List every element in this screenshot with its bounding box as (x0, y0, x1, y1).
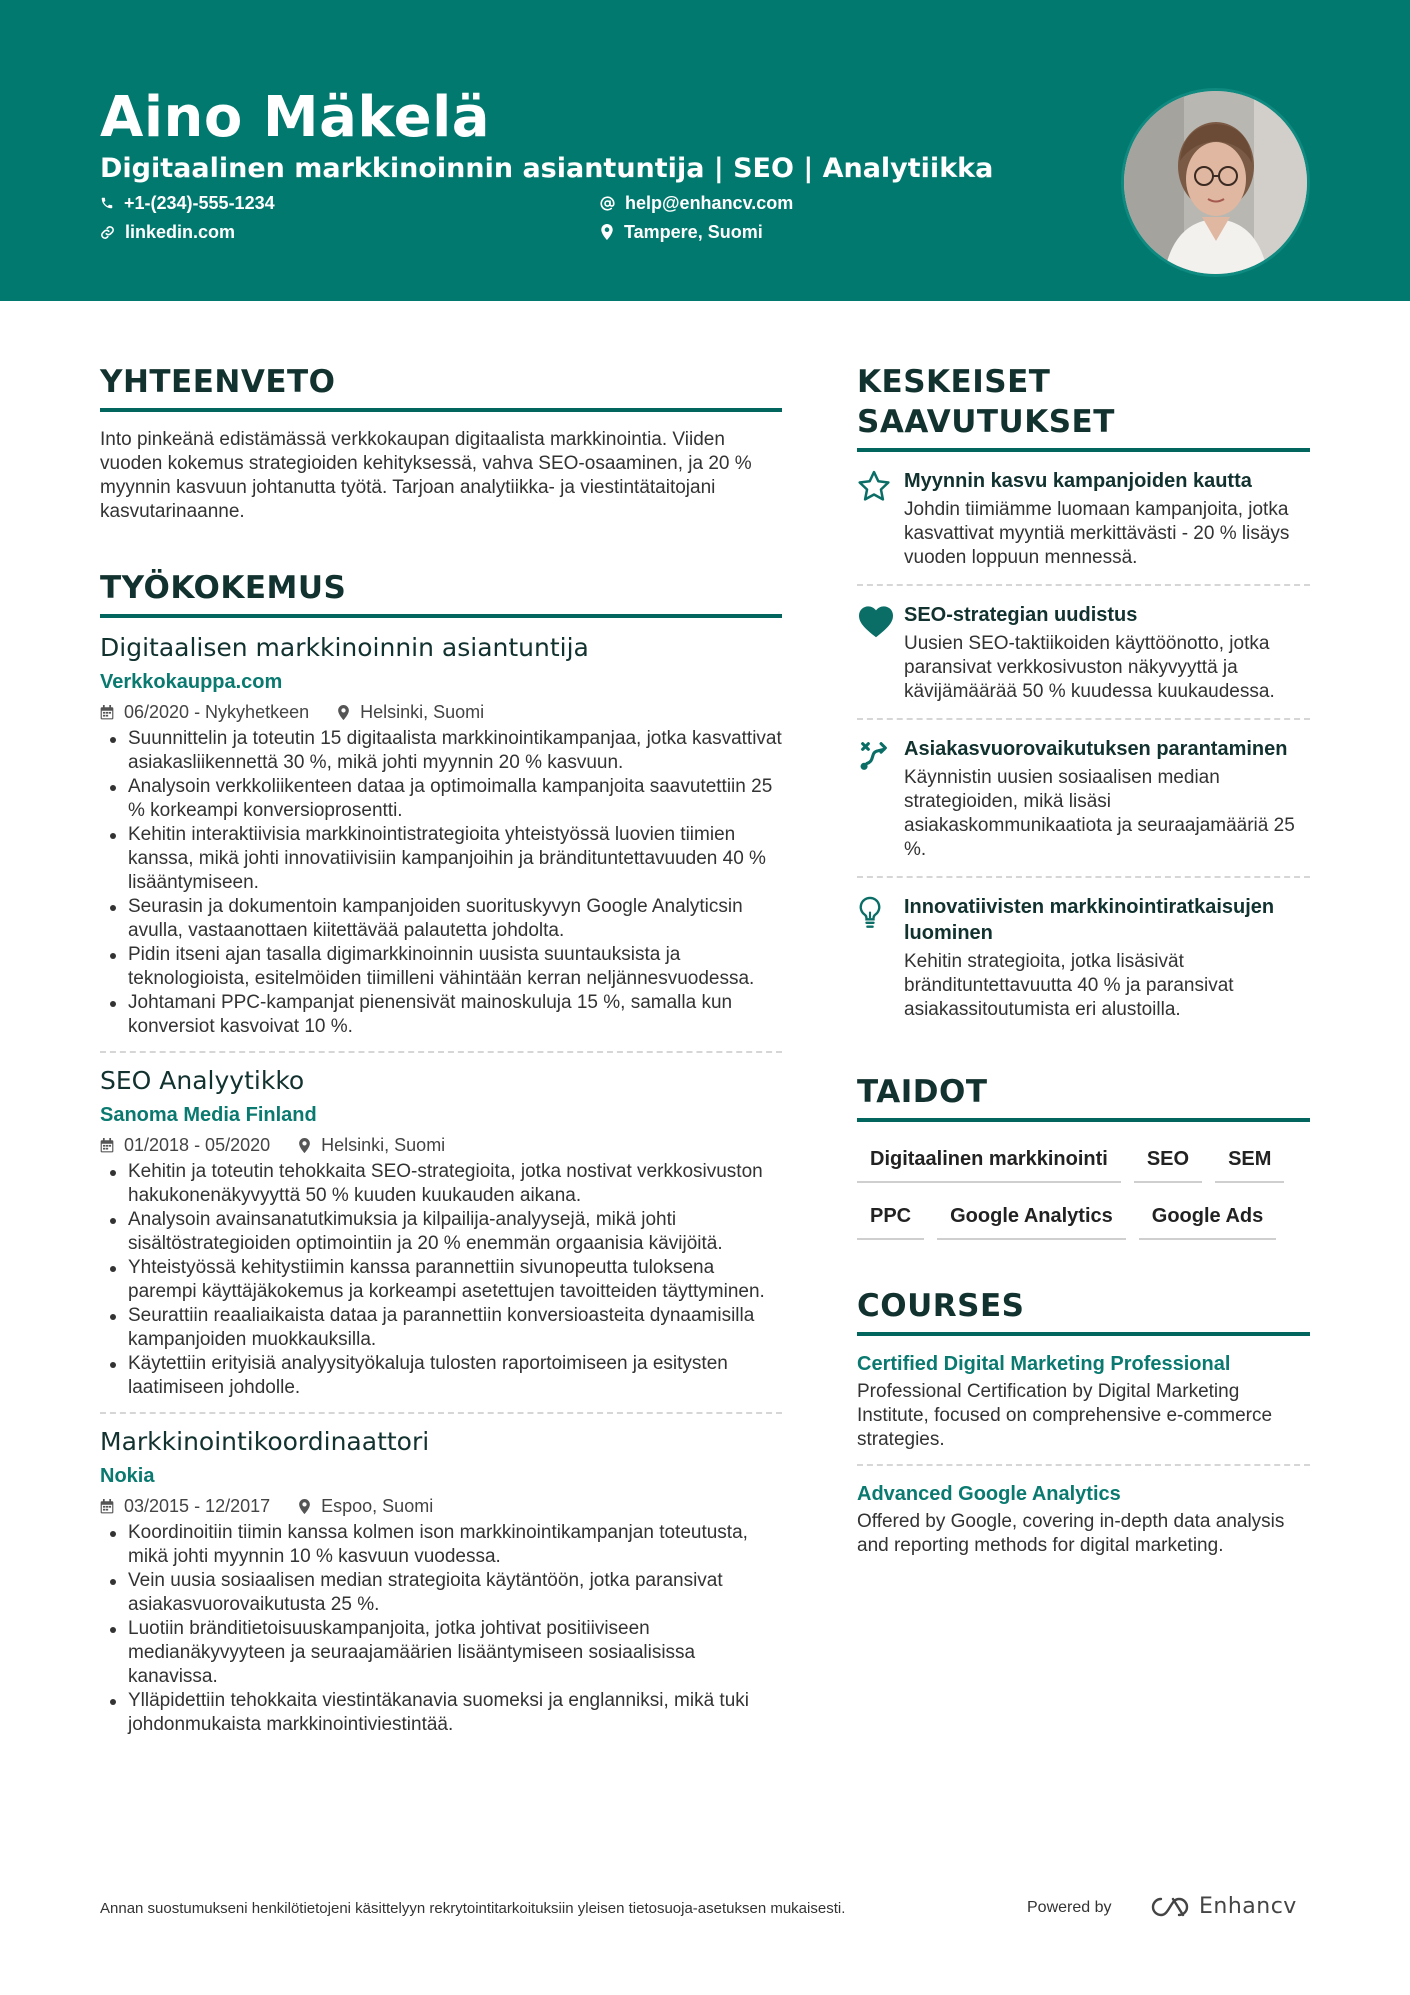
divider (857, 1464, 1310, 1466)
summary-text: Into pinkeänä edistämässä verkkokaupan digitaalista markkinointia. Viiden vuoden kokemus strategioiden kehityksessä, vahva SEO-osaaminen, ja 20 % myynnin kasvuun johtanutta työtä. Tarjoan analytiikka- ja viestintätaitojani kasvutarinaanne. (100, 429, 752, 522)
job-location-text: Helsinki, Suomi (321, 1135, 446, 1155)
route-icon (857, 738, 891, 772)
linkedin-text: linkedin.com (125, 222, 236, 242)
job-meta (100, 699, 782, 725)
heart-icon (857, 604, 895, 638)
achievement-body (904, 736, 1310, 862)
bullet-item: Kehitin interaktiivisia markkinointistrategioita yhteistyössä luovien tiimien kanssa, mikä johti innovatiivisiin kampanjoihin ja brändituntettavuuden 40 % lisääntymiseen. (100, 823, 782, 895)
location-pin-icon (298, 1499, 311, 1514)
achievement-icon-wrap (857, 602, 904, 704)
bullet-item: Johtamani PPC-kampanjat pienensivät mainoskuluja 15 %, samalla kun konversiot kasvoivat 10 %. (100, 991, 782, 1039)
right-column (857, 362, 1310, 1558)
achievement-desc: Kehitin strategioita, jotka lisäsivät brändituntettavuutta 40 % ja paransivat asiakassitoutumista eri alustoilla. (904, 951, 1234, 1020)
divider (857, 718, 1310, 720)
course-item (857, 1350, 1310, 1452)
bullet-item: Yhteistyössä kehitystiimin kanssa parannettiin sivunopeutta tuloksena parempi käyttäjäkokemus ja korkeampi asetettujen tavoitteiden täyttyminen. (100, 1256, 782, 1304)
phone-icon (100, 196, 114, 210)
skill-tag: SEO (1134, 1136, 1202, 1183)
email-text: help@enhancv.com (625, 193, 794, 213)
job-location-text: Helsinki, Suomi (360, 702, 485, 722)
job-entry (100, 1065, 782, 1400)
achievement-icon-wrap (857, 468, 904, 570)
job-bullets (100, 727, 782, 1039)
bullet-item: Pidin itseni ajan tasalla digimarkkinoinnin uusista suuntauksista ja teknologioista, esitelmöiden tiimilleni vähintään kerran neljännesvuodessa. (100, 943, 782, 991)
job-dates-text: 06/2020 - Nykyhetkeen (124, 702, 310, 722)
resume-header (0, 0, 1410, 301)
achievement-desc: Uusien SEO-taktiikoiden käyttöönotto, jotka paransivat verkkosivuston näkyvyyttä ja kävijämäärää 50 % kuudessa kuukaudessa. (904, 633, 1275, 702)
job-bullets (100, 1160, 782, 1400)
job-dates (100, 699, 309, 725)
skill-tag: Google Ads (1139, 1193, 1276, 1240)
calendar-icon (100, 1499, 114, 1514)
achievement-item (857, 602, 1310, 704)
achievement-icon-wrap (857, 736, 904, 862)
skill-tag: Google Analytics (937, 1193, 1126, 1240)
left-column (100, 362, 782, 1737)
divider (100, 1051, 782, 1053)
course-desc: Offered by Google, covering in-depth data analysis and reporting methods for digital marketing. (857, 1511, 1285, 1556)
achievement-icon-wrap (857, 894, 904, 1022)
divider (100, 1412, 782, 1414)
star-icon (857, 470, 891, 502)
achievement-item (857, 736, 1310, 862)
achievement-title: SEO-strategian uudistus (904, 604, 1138, 626)
location-pin-icon (337, 705, 350, 720)
link-icon (100, 225, 115, 240)
bullet-item: Käytettiin erityisiä analyysityökaluja tulosten raportoimiseen ja esitysten laatimiseen johdolle. (100, 1352, 782, 1400)
job-location (298, 1132, 445, 1158)
contact-linkedin[interactable] (100, 219, 235, 245)
job-dates (100, 1493, 270, 1519)
bullet-item: Ylläpidettiin tehokkaita viestintäkanavia suomeksi ja englanniksi, mikä tuki johdonmukaista markkinointiviestintää. (100, 1689, 782, 1737)
bullet-item: Suunnittelin ja toteutin 15 digitaalista markkinointikampanjaa, jotka kasvattivat asiakasliikennettä 30 %, mikä johti myynnin 20 % kasvuun. (100, 727, 782, 775)
skill-tag: SEM (1215, 1136, 1284, 1183)
bullet-item: Analysoin avainsanatutkimuksia ja kilpailija-analyysejä, mikä johti sisältöstrategioiden optimointiin ja 20 % enemmän orgaanisia kävijöitä. (100, 1208, 782, 1256)
bullet-item: Seurasin ja dokumentoin kampanjoiden suorituskyvyn Google Analyticsin avulla, vastaanottaen kiitettävää palautetta johdolta. (100, 895, 782, 943)
job-dates-text: 01/2018 - 05/2020 (124, 1135, 271, 1155)
course-title: Advanced Google Analytics (857, 1483, 1121, 1505)
job-title: Digitaalisen markkinoinnin asiantuntija (100, 633, 589, 662)
calendar-icon (100, 705, 114, 720)
job-title: Markkinointikoordinaattori (100, 1427, 430, 1456)
course-item (857, 1480, 1310, 1558)
bullet-item: Koordinoitiin tiimin kanssa kolmen ison markkinointikampanjan toteutusta, mikä johti myynnin 10 % kasvuun vuodessa. (100, 1521, 782, 1569)
bullet-item: Vein uusia sosiaalisen median strategioita käytäntöön, jotka paransivat asiakasvuorovaikutusta 25 %. (100, 1569, 782, 1617)
skills-heading: TAIDOT (857, 1072, 1310, 1122)
achievement-body (904, 468, 1310, 570)
job-company: Sanoma Media Finland (100, 1104, 317, 1126)
course-desc: Professional Certification by Digital Marketing Institute, focused on comprehensive e-commerce strategies. (857, 1381, 1273, 1450)
divider (857, 876, 1310, 878)
job-location (337, 699, 484, 725)
achievement-title: Myynnin kasvu kampanjoiden kautta (904, 470, 1252, 492)
bullet-item: Analysoin verkkoliikenteen dataa ja optimoimalla kampanjoita saavutettiin 25 % korkeampi konversioprosentti. (100, 775, 782, 823)
achievement-item (857, 894, 1310, 1022)
experience-heading: TYÖKOKEMUS (100, 568, 782, 618)
divider (857, 584, 1310, 586)
bullet-item: Luotiin bränditietoisuuskampanjoita, jotka johtivat positiiviseen medianäkyvyyteen ja seuraajamäärien lisääntymiseen sosiaalisissa kanavissa. (100, 1617, 782, 1689)
bullet-item: Seurattiin reaaliaikaista dataa ja parannettiin konversioasteita dynaamisilla kampanjoiden muokkauksilla. (100, 1304, 782, 1352)
skills-list (857, 1136, 1310, 1250)
job-meta (100, 1493, 782, 1519)
job-location-text: Espoo, Suomi (321, 1496, 434, 1516)
bullet-item: Kehitin ja toteutin tehokkaita SEO-strategioita, jotka nostivat verkkosivuston hakukonenäkyvyyttä 50 % kuuden kuukauden aikana. (100, 1160, 782, 1208)
location-text: Tampere, Suomi (624, 222, 763, 242)
enhancv-logo[interactable] (1147, 1894, 1297, 1919)
job-company: Nokia (100, 1465, 155, 1487)
profile-photo (1121, 88, 1310, 277)
gdpr-consent-note: Annan suostumukseni henkilötietojeni käsittelyyn rekrytointitarkoituksiin yleisen tietosuoja-asetuksen mukaisesti. (100, 1900, 846, 1917)
job-location (298, 1493, 433, 1519)
job-bullets (100, 1521, 782, 1737)
enhancv-logo-icon (1147, 1895, 1193, 1919)
job-dates-text: 03/2015 - 12/2017 (124, 1496, 271, 1516)
achievement-title: Innovatiivisten markkinointiratkaisujen luominen (904, 896, 1275, 944)
location-pin-icon (600, 224, 614, 240)
lightbulb-icon (857, 896, 883, 930)
skill-tag: Digitaalinen markkinointi (857, 1136, 1121, 1183)
achievement-body (904, 894, 1310, 1022)
summary-heading: YHTEENVETO (100, 362, 782, 412)
job-company: Verkkokauppa.com (100, 671, 283, 693)
contact-location (600, 219, 763, 245)
course-title: Certified Digital Marketing Professional (857, 1353, 1231, 1375)
phone-text: +1-(234)-555-1234 (124, 193, 275, 213)
achievement-item (857, 468, 1310, 570)
courses-heading: COURSES (857, 1286, 1310, 1336)
candidate-name: Aino Mäkelä (100, 85, 491, 150)
achievement-title: Asiakasvuorovaikutuksen parantaminen (904, 738, 1288, 760)
job-meta (100, 1132, 782, 1158)
job-entry (100, 1426, 782, 1737)
contact-email[interactable] (600, 190, 793, 216)
calendar-icon (100, 1138, 114, 1153)
skill-tag: PPC (857, 1193, 924, 1240)
contact-phone (100, 190, 275, 216)
at-icon (600, 196, 615, 211)
powered-by-label: Powered by (1027, 1899, 1112, 1916)
achievements-heading: KESKEISET SAAVUTUKSET (857, 362, 1310, 452)
location-pin-icon (298, 1138, 311, 1153)
achievement-desc: Johdin tiimiämme luomaan kampanjoita, jotka kasvattivat myyntiä merkittävästi - 20 % lisäys vuoden loppuun mennessä. (904, 499, 1290, 568)
candidate-title: Digitaalinen markkinoinnin asiantuntija | SEO | Analytiikka (100, 153, 994, 184)
job-entry (100, 632, 782, 1039)
job-title: SEO Analyytikko (100, 1066, 305, 1095)
achievement-body (904, 602, 1310, 704)
job-dates (100, 1132, 270, 1158)
enhancv-logo-text: Enhancv (1199, 1894, 1297, 1919)
achievement-desc: Käynnistin uusien sosiaalisen median strategioiden, mikä lisäsi asiakaskommunikaatiota ja seuraajamääriä 25 %. (904, 767, 1295, 860)
